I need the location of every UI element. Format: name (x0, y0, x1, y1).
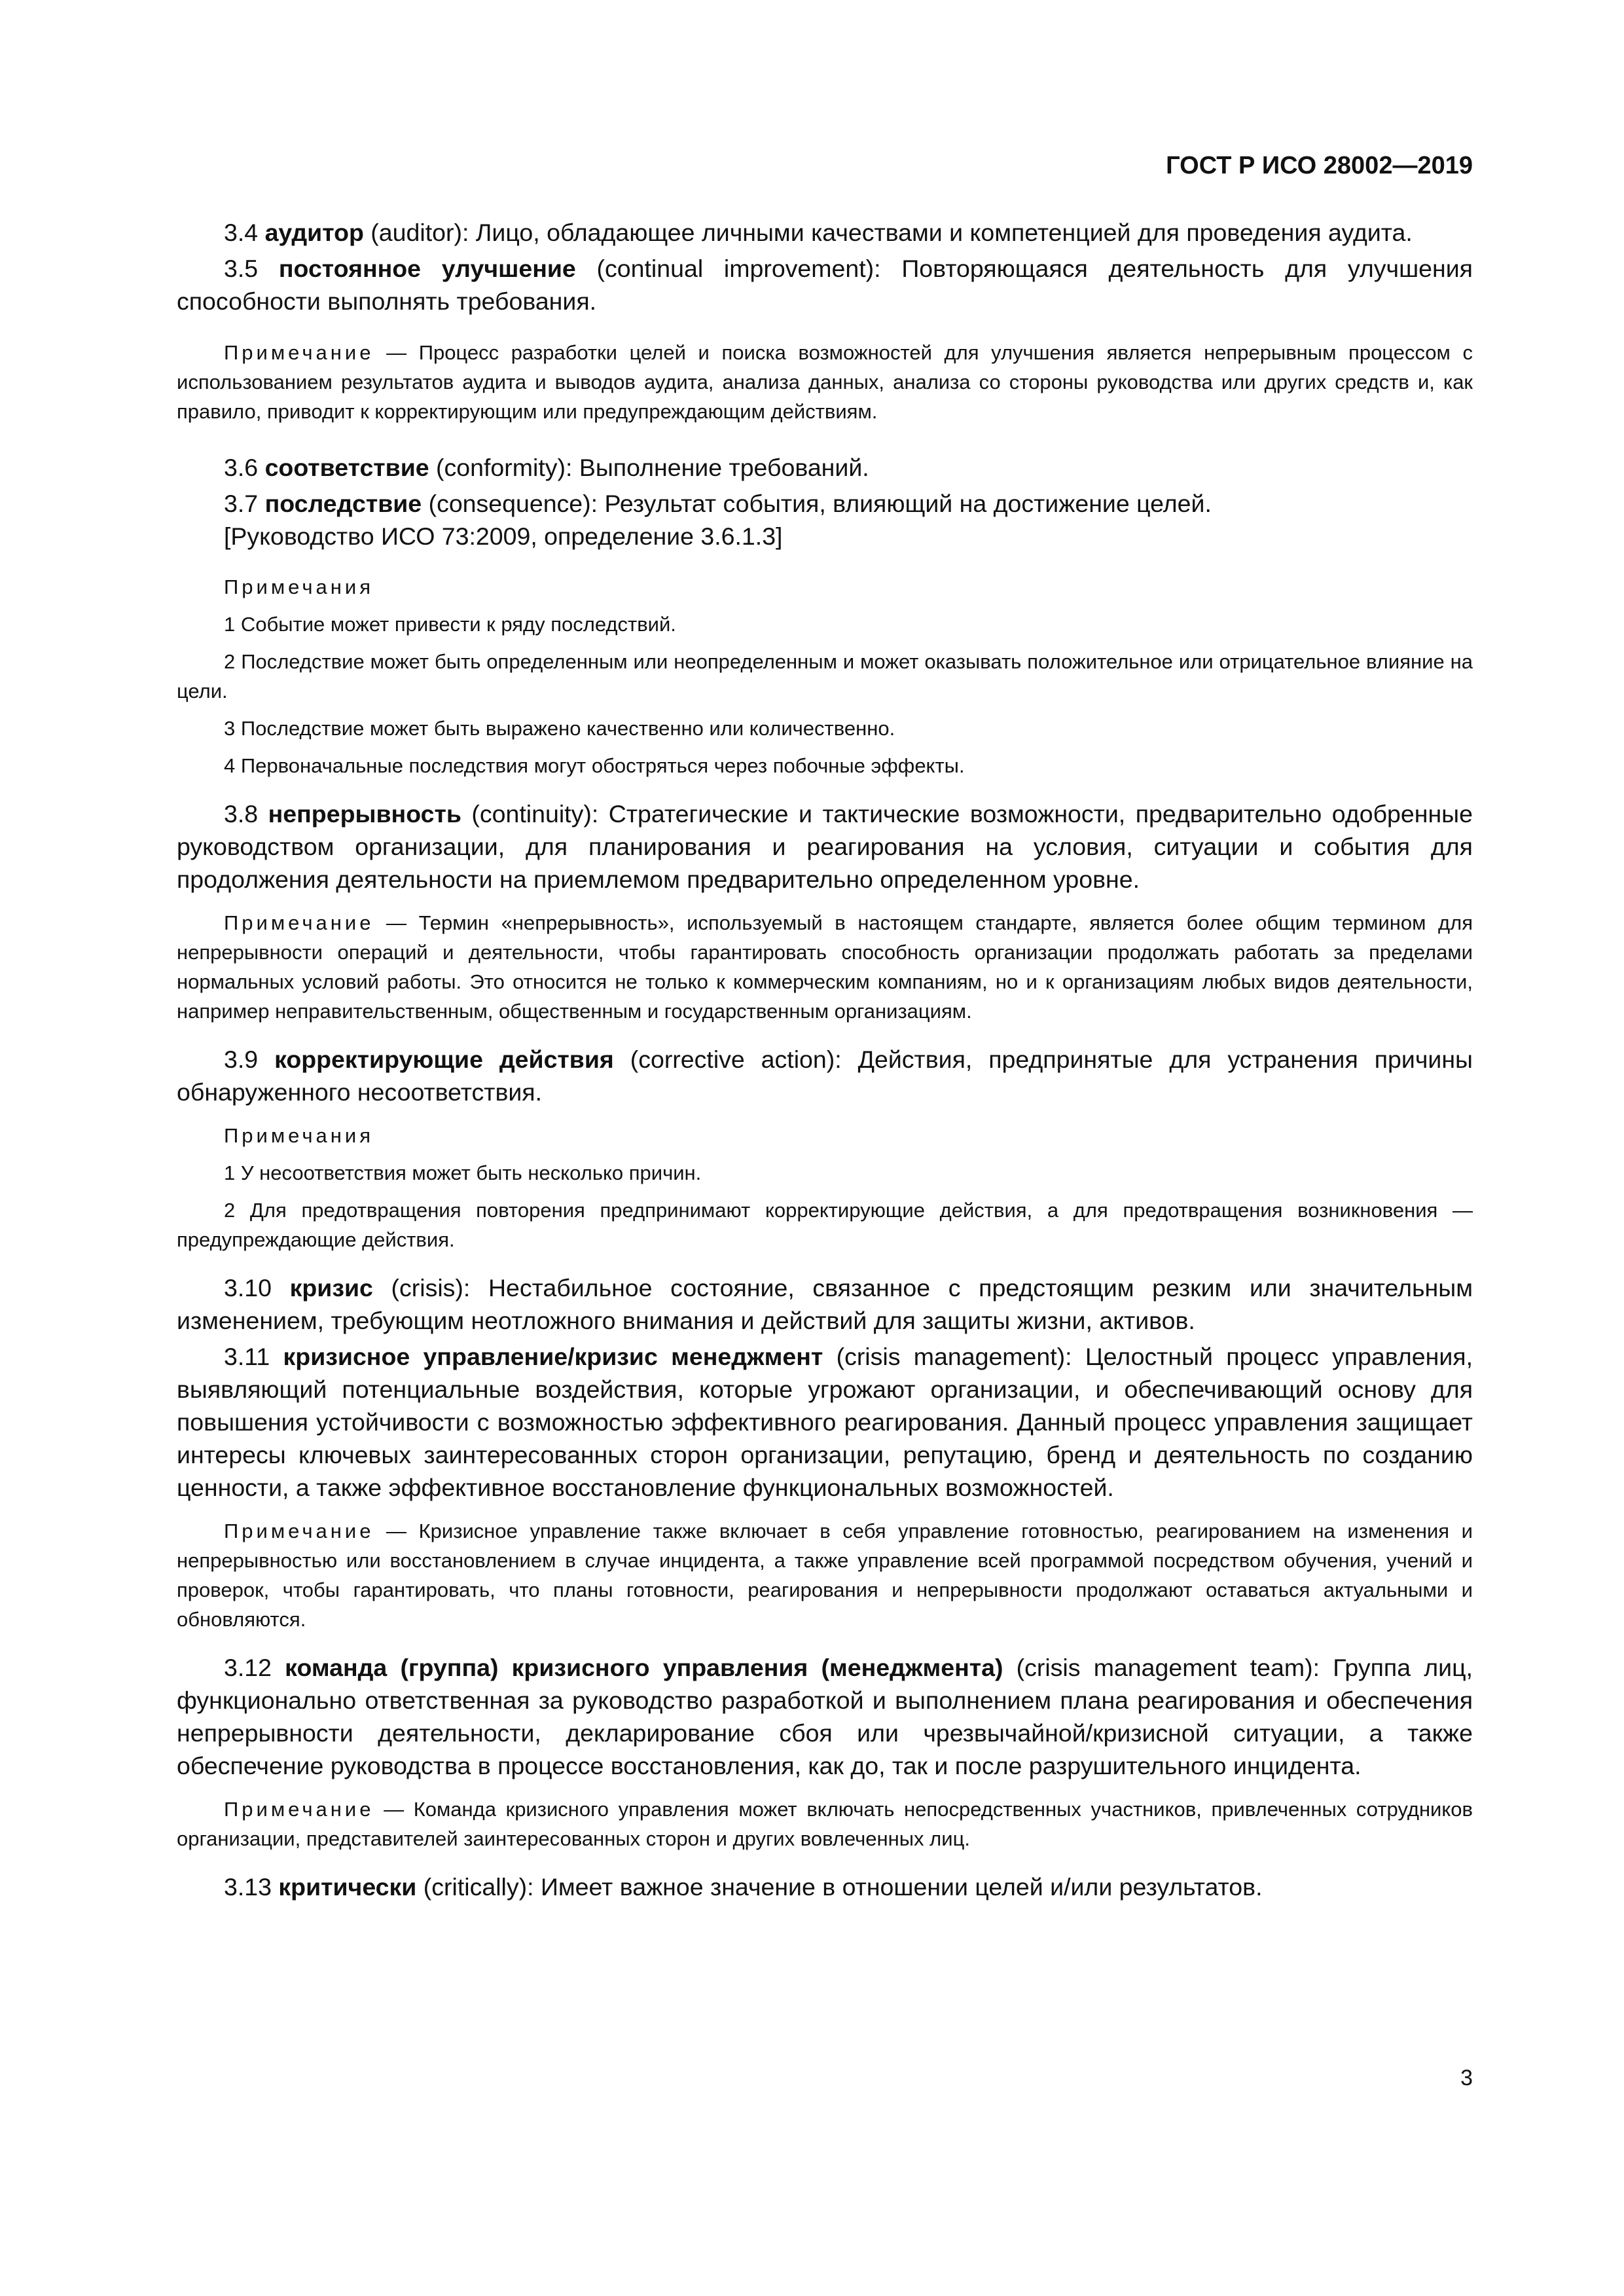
note-item: 1 У несоответствия может быть несколько причин. (224, 1161, 702, 1184)
term-entry-3-9 (177, 1043, 1473, 1108)
term-definition: (crisis management team): Группа лиц, функционально ответственная за руководство разработкой и выполнением плана реагирования и обеспечения непрерывности деятельности, декларирование сбоя или чрезвычайной/кризисной ситуации, а также обеспечение руководства в процессе восстановления, как до, так и после разрушительного инцидента. (177, 1654, 1473, 1779)
term-definition: (consequence): Результат события, влияющий на достижение целей. (422, 490, 1212, 517)
terms-section (177, 216, 1473, 1906)
note-item: 4 Первоначальные последствия могут обостряться через побочные эффекты. (224, 754, 965, 777)
note-text: — Кризисное управление также включает в себя управление готовностью, реагированием на изменения и непрерывностью или восстановлением в случае инцидента, а также управление всей программой посредством обучения, учений и проверок, чтобы гарантировать, что планы готовности, реагирования и непрерывности продолжают оставаться актуальными и обновляются. (177, 1520, 1473, 1631)
notes-heading: Примечания (224, 1124, 374, 1147)
term-entry-3-5 (177, 252, 1473, 318)
term-entry-3-10 (177, 1271, 1473, 1337)
note-text: — Процесс разработки целей и поиска возможностей для улучшения является непрерывным процессом с использованием результатов аудита и выводов аудита, анализа данных, анализа со стороны руководства или других средств и, как правило, приводит к корректирующим или предупреждающим действиям. (177, 341, 1473, 423)
note-label: Примечание (224, 911, 374, 934)
term-number: 3.9 (224, 1046, 275, 1073)
term-number: 3.12 (224, 1654, 285, 1681)
term-entry-3-7 (177, 487, 1473, 520)
note-3-12 (177, 1795, 1473, 1853)
term-number: 3.4 (224, 219, 265, 246)
term-name: кризис (289, 1274, 373, 1302)
term-definition: (crisis): Нестабильное состояние, связанное с предстоящим резким или значительным изменением, требующим неотложного внимания и действий для защиты жизни, активов. (177, 1274, 1473, 1334)
term-definition: (critically): Имеет важное значение в отношении целей и/или результатов. (416, 1873, 1263, 1901)
term-number: 3.6 (224, 454, 265, 481)
term-name: команда (группа) кризисного управления (менеджмента) (285, 1654, 1003, 1681)
note-item: 2 Для предотвращения повторения предпринимают корректирующие действия, а для предотвращения возникновения — предупреждающие действия. (177, 1199, 1473, 1251)
term-number: 3.11 (224, 1343, 283, 1370)
term-name: постоянное улучшение (278, 255, 576, 282)
term-definition: (continuity): Стратегические и тактические возможности, предварительно одобренные руководством организации, для планирования и реагирования на условия, ситуации и события для продолжения деятельности на приемлемом предварительно определенном уровне. (177, 800, 1473, 893)
standard-designation: ГОСТ Р ИСО 28002—2019 (1166, 152, 1473, 179)
note-label: Примечание (224, 1798, 374, 1821)
term-definition: (auditor): Лицо, обладающее личными качествами и компетенцией для проведения аудита. (363, 219, 1413, 246)
term-entry-3-6 (177, 451, 1473, 484)
page-number: 3 (1460, 2066, 1473, 2090)
term-name: критически (278, 1873, 417, 1901)
note-label: Примечание (224, 341, 374, 364)
note-item: 1 Событие может привести к ряду последствий. (224, 613, 676, 636)
term-definition: (crisis management): Целостный процесс управления, выявляющий потенциальные воздействия, которые угрожают организации, и обеспечивающий основу для повышения устойчивости с возможностью эффективного реагирования. Данный процесс управления защищает интересы ключевых заинтересованных сторон организации, репутацию, бренд и деятельность по созданию ценности, а также эффективное восстановление функциональных возможностей. (177, 1343, 1473, 1501)
term-name: последствие (264, 490, 422, 517)
note-label: Примечание (224, 1520, 374, 1542)
notes-heading: Примечания (224, 575, 374, 598)
note-3-8 (177, 908, 1473, 1026)
term-number: 3.5 (224, 255, 279, 282)
term-number: 3.10 (224, 1274, 290, 1302)
term-definition: (corrective action): Действия, предпринятые для устранения причины обнаруженного несоответствия. (177, 1046, 1473, 1106)
term-name: аудитор (264, 219, 364, 246)
term-name: кризисное управление/кризис менеджмент (283, 1343, 823, 1370)
note-text: — Термин «непрерывность», используемый в настоящем стандарте, является более общим термином для непрерывности операций и деятельности, чтобы гарантировать способность организации продолжать работать за пределами нормальных условий работы. Это относится не только к коммерческим компаниям, но и к организациям любых видов деятельности, например неправительственным, общественным и государственным организациям. (177, 911, 1473, 1023)
term-entry-3-4 (177, 216, 1473, 249)
term-entry-3-12 (177, 1651, 1473, 1782)
term-definition: (conformity): Выполнение требований. (429, 454, 869, 481)
term-name: непрерывность (268, 800, 461, 828)
term-entry-3-8 (177, 797, 1473, 896)
term-number: 3.7 (224, 490, 265, 517)
source-reference: [Руководство ИСО 73:2009, определение 3.6.1.3] (224, 522, 783, 550)
term-entry-3-13 (177, 1870, 1473, 1903)
term-number: 3.8 (224, 800, 268, 828)
note-3-5 (177, 338, 1473, 426)
term-name: корректирующие действия (274, 1046, 614, 1073)
term-definition: (continual improvement): Повторяющаяся деятельность для улучшения способности выполнять требования. (177, 255, 1473, 315)
term-entry-3-11 (177, 1340, 1473, 1504)
term-name: соответствие (264, 454, 429, 481)
note-item: 3 Последствие может быть выражено качественно или количественно. (224, 717, 895, 740)
note-item: 2 Последствие может быть определенным или неопределенным и может оказывать положительное или отрицательное влияние на цели. (177, 650, 1473, 702)
term-number: 3.13 (224, 1873, 279, 1901)
note-text: — Команда кризисного управления может включать непосредственных участников, привлеченных сотрудников организации, представителей заинтересованных сторон и других вовлеченных лиц. (177, 1798, 1473, 1850)
note-3-11 (177, 1516, 1473, 1634)
